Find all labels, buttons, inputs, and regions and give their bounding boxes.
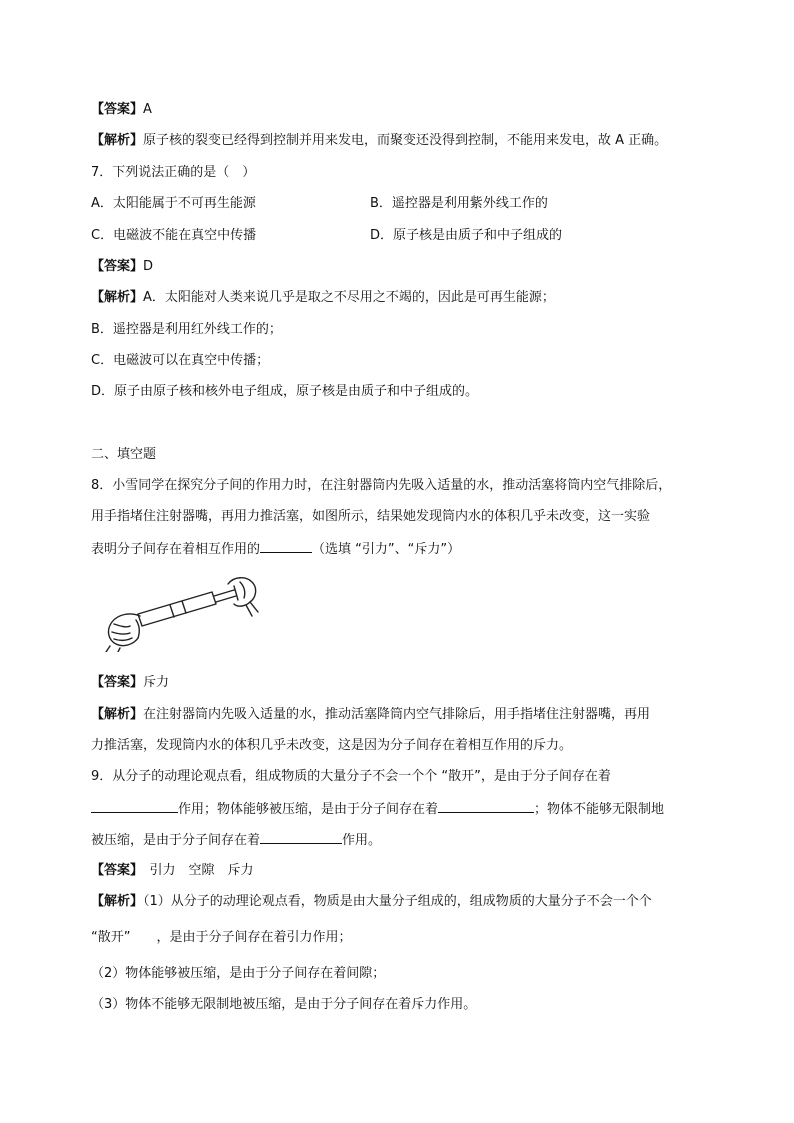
q7-options-row-1 [91,194,548,214]
q8-line-2: 用手指堵住注射器嘴，再用力推活塞，如图所示，结果她发现筒内水的体积几乎未改变，这一实验 [91,509,651,524]
q7-options-row-2 [91,226,563,246]
answer-label: 【答案】 [91,675,144,690]
answer-label: 【答案】 [91,102,144,117]
q8-line-1: 8．小雪同学在探究分子间的作用力时，在注射器筒内先吸入适量的水，推动活塞将筒内空气排除后， [91,478,672,493]
q8-line-3 [91,538,460,560]
answer-blank [260,538,312,553]
analysis-label: 【解析】 [91,290,144,305]
q7-option-d: D．原子核是由质子和中子组成的 [370,228,563,243]
answer-label: 【答案】 [91,259,144,274]
q7-option-a: A．太阳能属于不可再生能源 [91,196,256,211]
q7-answer-line [91,257,153,277]
q7-answer: D [143,259,154,274]
q8-analysis-line-1 [91,705,650,725]
q9-line-1: 9．从分子的动理论观点看，组成物质的大量分子不会一个个 “散开”，是由于分子间存在着 [91,769,611,784]
q8-line-3-post: （选填 “引力”、“斥力”） [312,542,461,557]
syringe-figure [100,572,260,652]
q9-analysis-1: （1）从分子的动理论观点看，物质是由大量分子组成的，组成物质的大量分子不会一个个 [143,894,652,909]
q9-line-2-b: ；物体不能够无限制地 [534,802,665,817]
q6-analysis: 原子核的裂变已经得到控制并用来发电，而聚变还没得到控制，不能用来发电，故 A 正确。 [143,133,668,148]
q9-analysis-line-1 [91,892,652,912]
q7-stem: 7．下列说法正确的是（ ） [91,165,256,180]
q7-option-c: C．电磁波不能在真空中传播 [91,228,257,243]
q9-answer: 引力 空隙 斥力 [136,863,254,878]
q9-line-2-a: 作用；物体能够被压缩，是由于分子间存在着 [178,802,439,817]
q8-line-3-pre: 表明分子间存在着相互作用的 [91,542,261,557]
q8-analysis-line-2: 力推活塞，发现筒内水的体积几乎未改变，这是因为分子间存在着相互作用的斥力。 [91,738,573,753]
q6-analysis-line [91,131,667,151]
q9-line-3-b: 作用。 [342,833,382,848]
section-title: 二、填空题 [91,447,157,462]
q9-analysis-line-3: （2）物体能够被压缩，是由于分子间存在着间隙； [91,966,386,981]
q6-answer: A [143,102,152,117]
q8-answer-line [91,673,169,693]
q7-analysis-c: C．电磁波可以在真空中传播； [91,353,270,368]
q9-line-3 [91,829,381,851]
answer-blank [91,798,178,813]
q9-line-3-a: 被压缩，是由于分子间存在着 [91,833,261,848]
q7-option-b: B．遥控器是利用紫外线工作的 [370,196,548,211]
q9-answer-line [91,861,254,881]
q9-analysis-line-2: “散开” ，是由于分子间存在着引力作用； [91,930,352,945]
q6-answer-line [91,100,152,120]
q7-analysis-a [91,288,555,308]
answer-blank [438,798,534,813]
q7-analysis-b: B．遥控器是利用红外线工作的； [91,322,282,337]
answer-label: 【答案】 [91,863,137,878]
q7-analysis-a-text: A．太阳能对人类来说几乎是取之不尽用之不竭的，因此是可再生能源； [143,290,555,305]
q8-answer: 斥力 [143,675,170,690]
q8-analysis-1: 在注射器筒内先吸入适量的水，推动活塞降筒内空气排除后，用手指堵住注射器嘴，再用 [143,707,651,722]
q9-line-2 [91,798,664,820]
analysis-label: 【解析】 [91,707,144,722]
analysis-label: 【解析】 [91,133,144,148]
q9-analysis-line-4: （3）物体不能够无限制地被压缩，是由于分子间存在着斥力作用。 [91,997,477,1012]
analysis-label: 【解析】 [91,894,144,909]
q7-analysis-d: D．原子由原子核和核外电子组成，原子核是由质子和中子组成的。 [91,384,479,399]
answer-blank [260,829,342,844]
